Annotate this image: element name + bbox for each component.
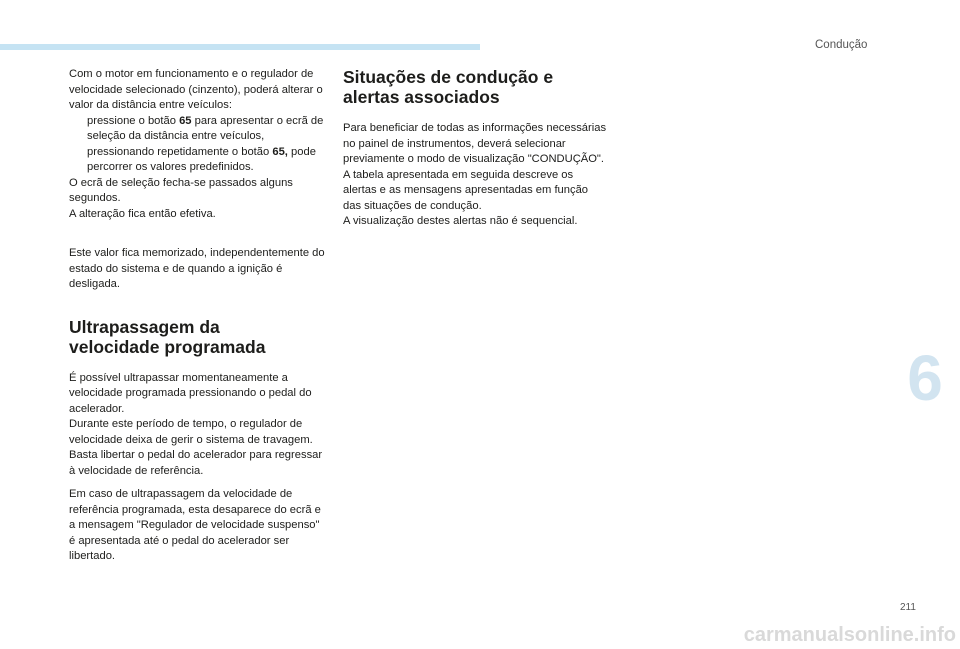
- left-column: [69, 67, 327, 565]
- list-item-text: para apresentar o ecrã de seleção da distância entre veículos,: [87, 114, 324, 142]
- chapter-tab: 6: [890, 333, 960, 423]
- list-item-text: pressionando repetidamente o botão: [87, 145, 273, 158]
- body-text: A tabela apresentada em seguida descreve os alertas e as mensagens apresentadas em função das situações de condução.: [343, 168, 589, 212]
- heading-line: velocidade programada: [69, 336, 266, 357]
- intro-paragraph: Com o motor em funcionamento e o regulador de velocidade selecionado (cinzento), poderá alterar o valor da distância entre veículos:: [69, 68, 323, 111]
- body-text: A alteração fica então efetiva.: [69, 207, 216, 220]
- header-accent-bar: [0, 44, 480, 50]
- button-number: 65: [179, 114, 192, 127]
- watermark-logo: [720, 619, 960, 649]
- memorized-note: Este valor fica memorizado, independentemente do estado do sistema e de quando a ignição é desligada.: [69, 247, 325, 290]
- body-text: Basta libertar o pedal do acelerador para regressar à velocidade de referência.: [69, 449, 323, 477]
- heading-line: alertas associados: [343, 87, 500, 107]
- button-number: 65,: [272, 145, 288, 158]
- body-text: Em caso de ultrapassagem da velocidade de referência programada, esta desaparece do ecrã e a mensagem "Regulador de velocidade suspenso" é apresentada até o pedal do acelerador ser libertado.: [69, 488, 321, 562]
- section-heading-driving-situations: [343, 67, 608, 107]
- page-number: 211: [900, 602, 916, 613]
- body-text: Para beneficiar de todas as informações necessárias no painel de instrumentos, deverá selecionar previamente o modo de visualização "CONDUÇÃO".: [343, 122, 607, 165]
- section-heading-overtaking: [69, 317, 327, 357]
- section-label: Condução: [815, 39, 868, 51]
- list-item: [69, 114, 327, 145]
- list-item: [69, 145, 327, 176]
- heading-line: Situações de condução e: [343, 67, 554, 87]
- body-text: O ecrã de seleção fecha-se passados alguns segundos.: [69, 176, 293, 204]
- body-text: É possível ultrapassar momentaneamente a velocidade programada pressionando o pedal do acelerador.: [69, 371, 312, 415]
- list-item-text: pode percorrer os valores predefinidos.: [87, 145, 316, 173]
- watermark-text: carmanualsonline.info: [743, 624, 956, 646]
- right-column: [343, 67, 608, 230]
- body-text: A visualização destes alertas não é sequencial.: [343, 215, 578, 227]
- body-text: Durante este período de tempo, o regulador de velocidade deixa de gerir o sistema de travagem.: [69, 418, 313, 446]
- list-item-text: pressione o botão: [87, 114, 180, 127]
- heading-line: Ultrapassagem da: [69, 316, 220, 337]
